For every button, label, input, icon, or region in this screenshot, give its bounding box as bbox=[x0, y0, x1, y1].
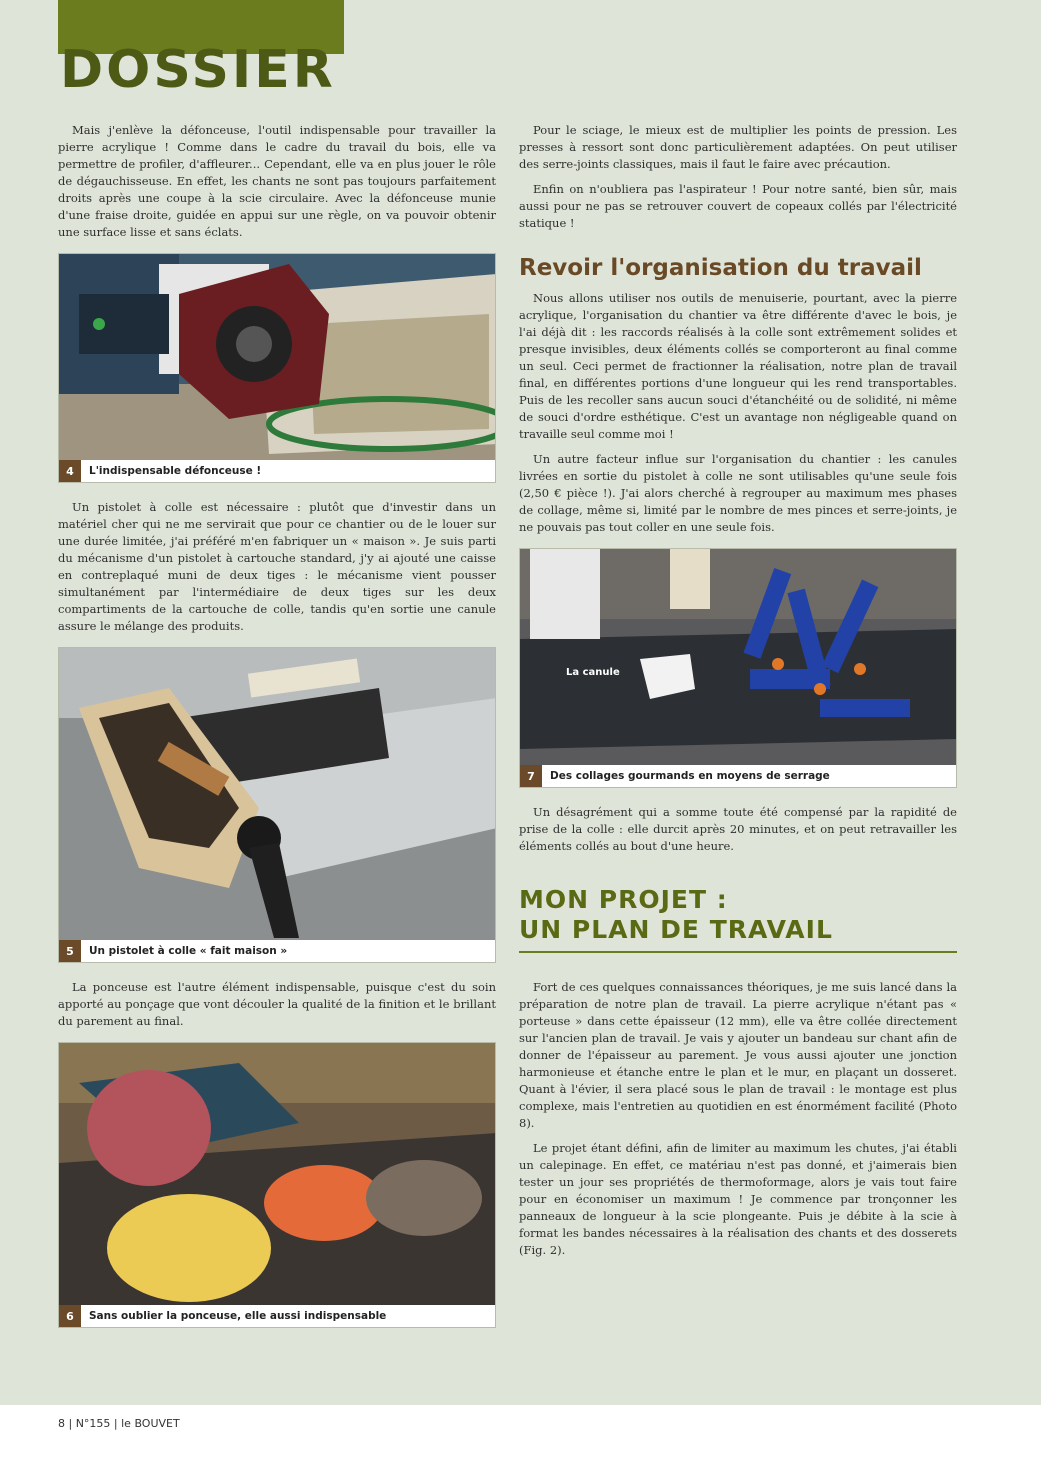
caption-text: Sans oublier la ponceuse, elle aussi indispensable bbox=[89, 1310, 387, 1322]
photo-number: 5 bbox=[59, 940, 81, 962]
photo-number: 4 bbox=[59, 460, 81, 482]
photo-caption bbox=[59, 940, 495, 962]
heading-rule bbox=[519, 951, 957, 953]
paragraph: Mais j'enlève la défonceuse, l'outil indispensable pour travailler la pierre acrylique ! Comme dans le cadre du travail du bois, elle va permettre de profiler, d'affleurer... Cependant, elle va en plus jouer le rôle de dégauchisseuse. En effet, les chants ne sont pas toujours parfaitement droits après une coupe à la scie circulaire. Avec la défonceuse munie d'une fraise droite, guidée en appui sur une règle, on va pouvoir obtenir une surface lisse et sans éclats. bbox=[58, 123, 496, 239]
footer-folio: 8 | N°155 | le BOUVET bbox=[58, 1417, 180, 1430]
photo-number: 6 bbox=[59, 1305, 81, 1327]
photo-caption bbox=[520, 765, 956, 787]
caption-text: Des collages gourmands en moyens de serrage bbox=[550, 770, 830, 782]
paragraph: Fort de ces quelques connaissances théoriques, je me suis lancé dans la préparation de notre plan de travail. La pierre acrylique n'étant pas « porteuse » dans cette épaisseur (12 mm), elle va être collée directement sur l'ancien plan de travail. Je vais y ajouter un bandeau sur chant afin de donner de l'épaisseur au parement. Je vous aussi ajouter une jonction harmonieuse et étanche entre le plan et le mur, en plaçant un dosseret. Quant à l'évier, il sera placé sous le plan de travail : le montage est plus complexe, mais l'entretien au quotidien en est énormément facilité (Photo 8). bbox=[519, 980, 957, 1130]
photo-caption bbox=[59, 460, 495, 482]
paragraph: Un désagrément qui a somme toute été compensé par la rapidité de prise de la colle : elle durcit après 20 minutes, et on peut retravailler les éléments collés au bout d'une heure. bbox=[519, 805, 957, 853]
photo-number: 7 bbox=[520, 765, 542, 787]
photo-router bbox=[58, 253, 496, 483]
section-title: DOSSIER bbox=[60, 40, 336, 100]
paragraph: Un pistolet à colle est nécessaire : plutôt que d'investir dans un matériel cher qui ne me servirait que pour ce chantier ou de le louer sur une durée limitée, j'ai préféré m'en fabriquer un « maison ». Je suis parti du mécanisme d'un pistolet à cartouche standard, j'y ai ajouté une caisse en contreplaqué muni de deux tiges : le mécanisme vient pousser simultanément par l'intermédiaire de deux tiges sur les deux compartiments de la cartouche de colle, tandis qu'en sortie une canule assure le mélange des produits. bbox=[58, 500, 496, 633]
glue-gun-image bbox=[59, 648, 495, 940]
section-heading: Revoir l'organisation du travail bbox=[519, 255, 922, 281]
photo-glue-gun bbox=[58, 647, 496, 963]
photo-caption bbox=[59, 1305, 495, 1327]
sander-image bbox=[59, 1043, 495, 1305]
project-heading-line1: MON PROJET : bbox=[519, 885, 728, 914]
paragraph: Nous allons utiliser nos outils de menuiserie, pourtant, avec la pierre acrylique, l'organisation du chantier va être différente d'avec le bois, je l'ai déjà dit : les raccords réalisés à la colle sont extrêmement solides et presque invisibles, deux éléments collés se comporteront au final comme un seul. Ceci permet de fractionner la réalisation, notre plan de travail final, en différentes portions d'une longueur qui les rend transportables. Puis de les recoller sans aucun souci d'étanchéité ou de solidité, ni même de souci d'ordre esthétique. C'est un avantage non négligeable quand on travaille seul comme moi ! bbox=[519, 291, 957, 441]
project-heading bbox=[519, 885, 957, 945]
project-heading-line2: UN PLAN DE TRAVAIL bbox=[519, 915, 833, 944]
clamps-image bbox=[520, 549, 956, 765]
caption-text: Un pistolet à colle « fait maison » bbox=[89, 945, 288, 957]
paragraph: Pour le sciage, le mieux est de multiplier les points de pression. Les presses à ressort sont donc particulièrement adaptées. On peut utiliser des serre-joints classiques, mais il faut le faire avec précaution. bbox=[519, 123, 957, 171]
photo-clamps bbox=[519, 548, 957, 788]
left-column bbox=[58, 122, 496, 1344]
paragraph: Un autre facteur influe sur l'organisation du chantier : les canules livrées en sortie du pistolet à colle ne sont utilisables qu'une seule fois (2,50 € pièce !). J'ai alors cherché à regrouper au maximum mes phases de collage, même si, limité par le nombre de mes pinces et serre-joints, je ne pouvais pas tout coller en une seule fois. bbox=[519, 452, 957, 534]
router-image bbox=[59, 254, 495, 460]
paragraph: Enfin on n'oubliera pas l'aspirateur ! Pour notre santé, bien sûr, mais aussi pour ne pas se retrouver couvert de copeaux collés par l'électricité statique ! bbox=[519, 182, 957, 230]
page-footer bbox=[0, 1405, 1041, 1472]
caption-text: L'indispensable défonceuse ! bbox=[89, 465, 262, 477]
photo-label: La canule bbox=[566, 667, 620, 678]
photo-sander bbox=[58, 1042, 496, 1328]
paragraph: Le projet étant défini, afin de limiter au maximum les chutes, j'ai établi un calepinage. En effet, ce matériau n'est pas donné, et j'aimerais bien tester un jour ses propriétés de thermoformage, alors je vais tout faire pour en économiser un maximum ! Je commence par tronçonner les panneaux de longueur à la scie plongeante. Puis je débite à la scie à format les bandes nécessaires à la réalisation des chants et des dosserets (Fig. 2). bbox=[519, 1141, 957, 1257]
paragraph: La ponceuse est l'autre élément indispensable, puisque c'est du soin apporté au ponçage que vont découler la qualité de la finition et le brillant du parement au final. bbox=[58, 980, 496, 1028]
right-column bbox=[519, 122, 957, 1267]
